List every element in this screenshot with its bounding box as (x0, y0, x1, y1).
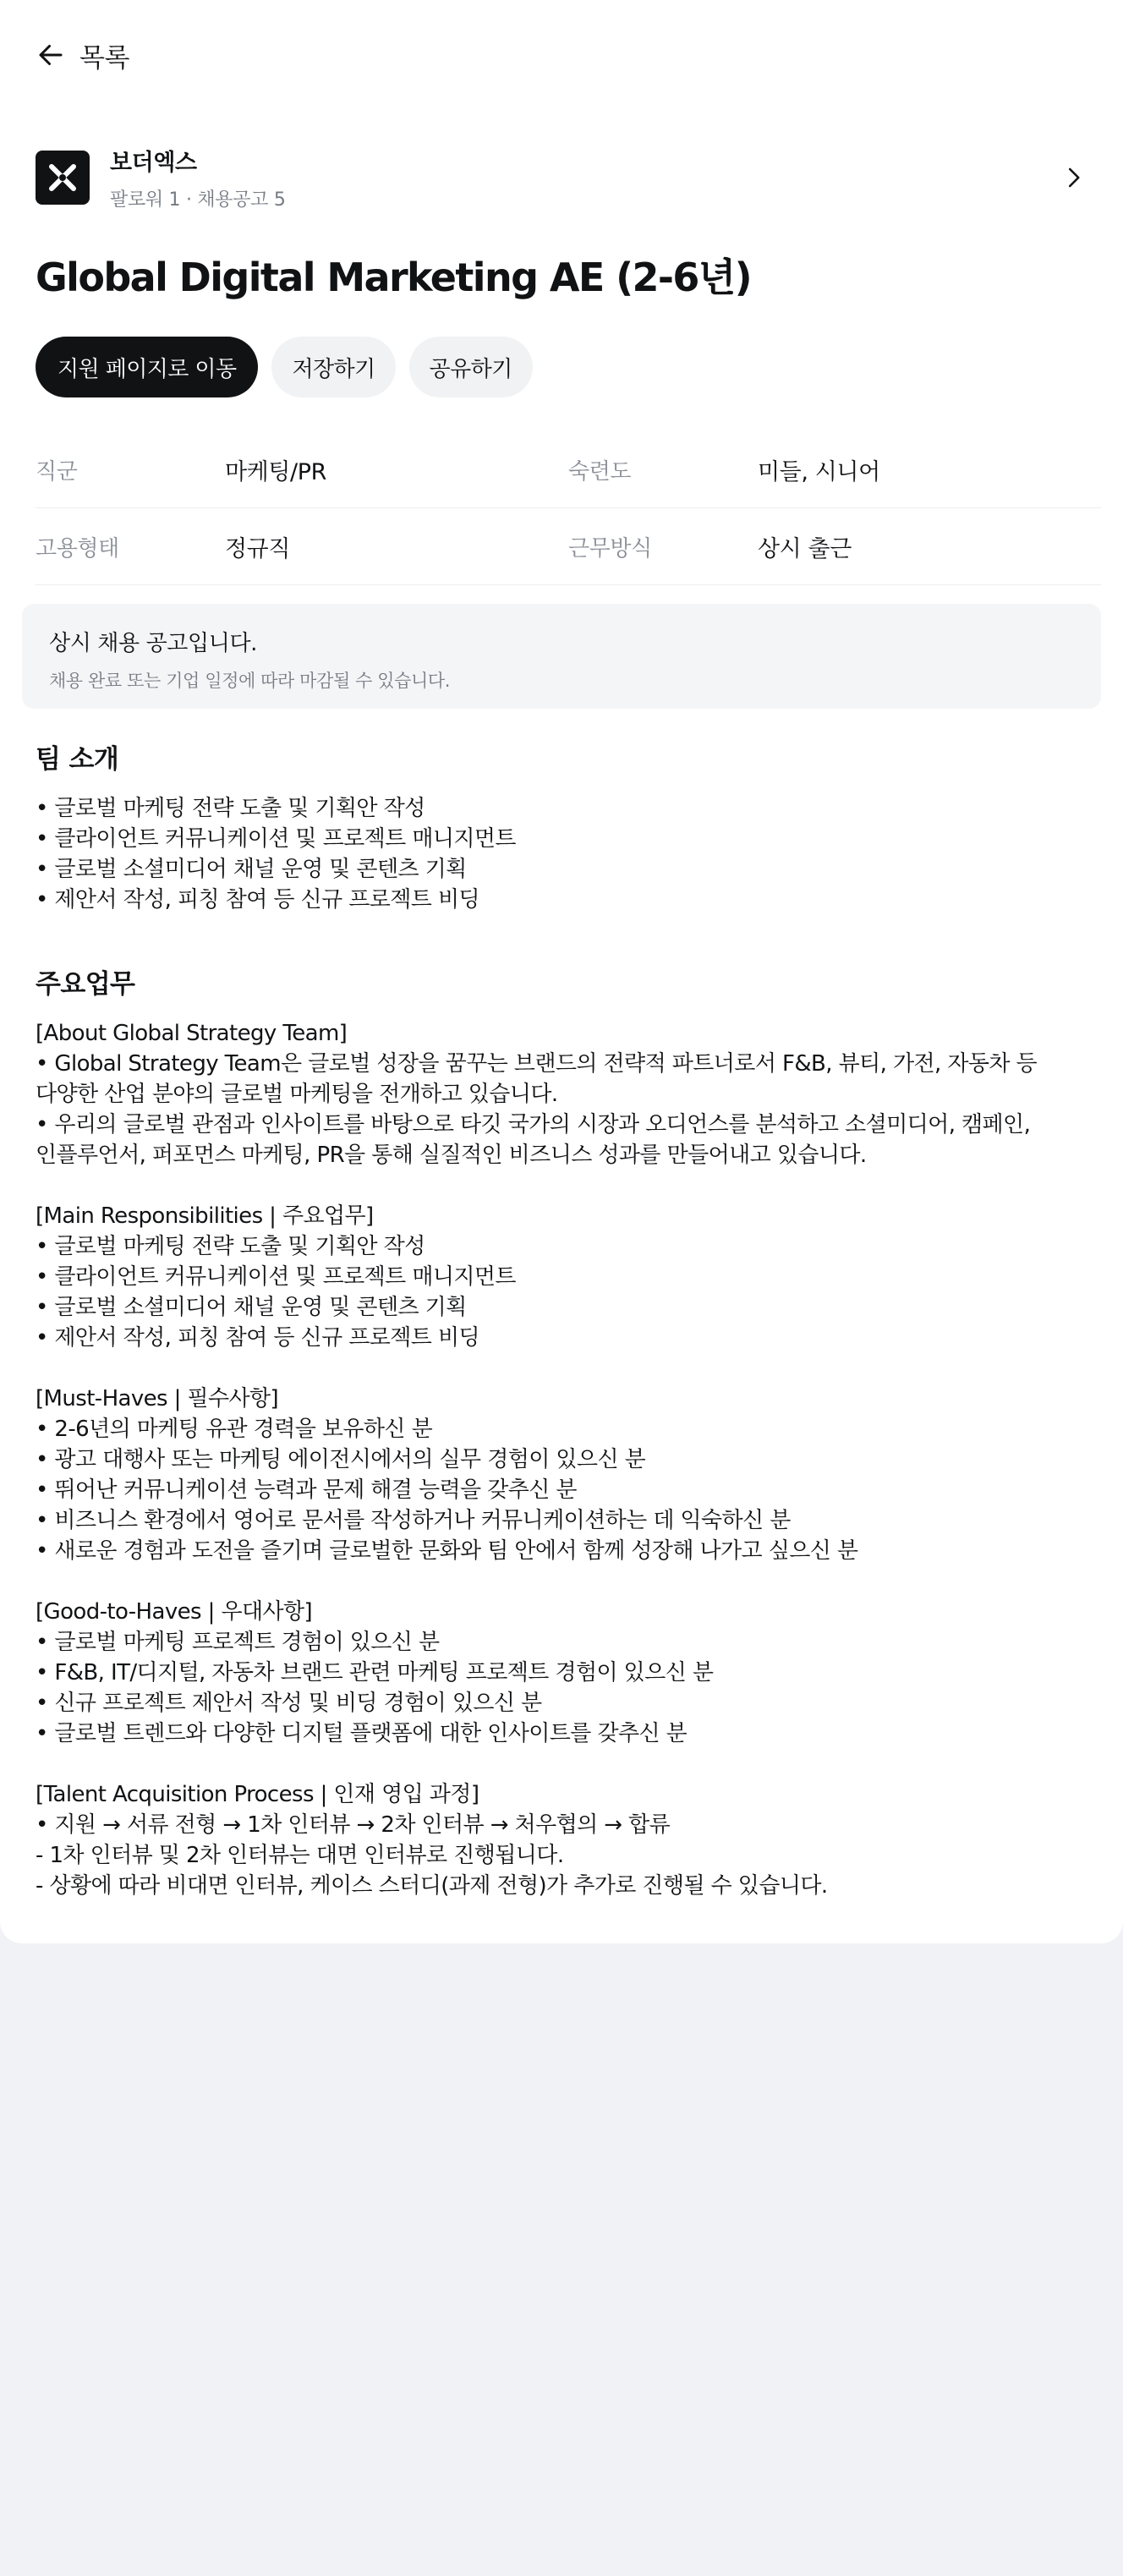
text-line: • 우리의 글로벌 관점과 인사이트를 바탕으로 타깃 국가의 시장과 오디언스를 분석하고 소셜미디어, 캠페인, (36, 1112, 1031, 1137)
notice-title: 상시 채용 공고입니다. (49, 631, 258, 656)
text-line: • 비즈니스 환경에서 영어로 문서를 작성하거나 커뮤니케이션하는 데 익숙하신 분 (36, 1508, 791, 1533)
back-label[interactable]: 목록 (79, 42, 129, 74)
text-line: • Global Strategy Team은 글로벌 성장을 꿈꾸는 브랜드의 전략적 파트너로서 F&B, 뷰티, 가전, 자동차 등 (36, 1051, 1038, 1077)
section-title: 주요업무 (36, 969, 135, 1000)
company-logo (36, 151, 90, 205)
text-line: • 지원 → 서류 전형 → 1차 인터뷰 → 2차 인터뷰 → 처우협의 → 합류 (36, 1812, 671, 1838)
paragraph-gap (36, 1749, 1072, 1779)
text-line: - 상황에 따라 비대면 인터뷰, 케이스 스터디(과제 전형)가 추가로 진행될 수 있습니다. (36, 1873, 828, 1899)
action-buttons (36, 337, 533, 397)
text-line: [Talent Acquisition Process | 인재 영입 과정] (36, 1782, 479, 1807)
text-line: [Main Responsibilities | 주요업무] (36, 1203, 374, 1229)
paragraph-gap (36, 1566, 1072, 1597)
info-key: 고용형태 (36, 535, 119, 562)
notice-subtitle: 채용 완료 또는 기업 일정에 따라 마감될 수 있습니다. (49, 671, 451, 691)
text-line: • F&B, IT/디지털, 자동차 브랜드 관련 마케팅 프로젝트 경험이 있으신 분 (36, 1660, 714, 1685)
save-button[interactable]: 저장하기 (271, 337, 395, 397)
chevron-right-icon[interactable] (1060, 165, 1086, 190)
text-line: • 2-6년의 마케팅 유관 경력을 보유하신 분 (36, 1417, 433, 1442)
info-value: 미들, 시니어 (758, 458, 880, 485)
paragraph-gap (36, 1353, 1072, 1384)
text-line: • 광고 대행사 또는 마케팅 에이전시에서의 실무 경험이 있으신 분 (36, 1447, 646, 1472)
job-title: Global Digital Marketing AE (2-6년) (36, 255, 752, 300)
x-logo-icon (44, 159, 81, 196)
team-section (36, 741, 1072, 915)
apply-button[interactable]: 지원 페이지로 이동 (36, 337, 258, 397)
text-line: • 글로벌 마케팅 전략 도출 및 기획안 작성 (36, 1234, 425, 1259)
text-line: • 제안서 작성, 피칭 참여 등 신규 프로젝트 비딩 (36, 1325, 480, 1351)
text-line: 인플루언서, 퍼포먼스 마케팅, PR을 통해 실질적인 비즈니스 성과를 만들어내고 있습니다. (36, 1143, 867, 1168)
job-info-table (36, 431, 1101, 585)
notice-box (22, 604, 1101, 709)
text-line: • 신규 프로젝트 제안서 작성 및 비딩 경험이 있으신 분 (36, 1691, 542, 1716)
text-line: • 클라이언트 커뮤니케이션 및 프로젝트 매니지먼트 (36, 826, 516, 852)
info-key: 숙련도 (568, 458, 632, 485)
text-line: [Good-to-Haves | 우대사항] (36, 1599, 313, 1625)
text-line: • 글로벌 소셜미디어 채널 운영 및 콘텐츠 기획 (36, 1295, 467, 1320)
info-key: 근무방식 (568, 535, 652, 562)
text-line: [About Global Strategy Team] (36, 1021, 348, 1046)
text-line: 다양한 산업 분야의 글로벌 마케팅을 전개하고 있습니다. (36, 1082, 558, 1107)
info-value: 정규직 (225, 535, 291, 562)
back-navigation[interactable] (36, 34, 129, 76)
duties-section (36, 966, 1072, 1901)
text-line: • 제안서 작성, 피칭 참여 등 신규 프로젝트 비딩 (36, 887, 480, 913)
info-value: 상시 출근 (758, 535, 852, 562)
text-line: • 글로벌 소셜미디어 채널 운영 및 콘텐츠 기획 (36, 857, 467, 882)
text-line: • 글로벌 트렌드와 다양한 디지털 플랫폼에 대한 인사이트를 갖추신 분 (36, 1721, 687, 1746)
text-line: [Must-Haves | 필수사항] (36, 1386, 279, 1411)
text-line: • 클라이언트 커뮤니케이션 및 프로젝트 매니지먼트 (36, 1264, 516, 1290)
arrow-left-icon[interactable] (36, 40, 66, 70)
text-line: • 글로벌 마케팅 프로젝트 경험이 있으신 분 (36, 1630, 440, 1655)
company-name[interactable]: 보더엑스 (110, 150, 197, 176)
info-value: 마케팅/PR (225, 458, 326, 485)
info-key: 직군 (36, 458, 78, 485)
info-row (36, 508, 1101, 585)
text-line: • 뛰어난 커뮤니케이션 능력과 문제 해결 능력을 갖추신 분 (36, 1477, 577, 1503)
text-line: - 1차 인터뷰 및 2차 인터뷰는 대면 인터뷰로 진행됩니다. (36, 1843, 564, 1868)
section-title: 팀 소개 (36, 744, 119, 775)
paragraph-gap (36, 1170, 1072, 1201)
info-row (36, 431, 1101, 508)
text-line: • 새로운 경험과 도전을 즐기며 글로벌한 문화와 팀 안에서 함께 성장해 나가고 싶으신 분 (36, 1538, 858, 1564)
team-lines (36, 793, 1072, 915)
text-line: • 글로벌 마케팅 전략 도출 및 기획안 작성 (36, 796, 425, 821)
share-button[interactable]: 공유하기 (409, 337, 533, 397)
company-meta: 팔로워 1 · 채용공고 5 (110, 189, 286, 211)
duty-lines (36, 1018, 1072, 1901)
company-header[interactable] (36, 135, 1087, 220)
